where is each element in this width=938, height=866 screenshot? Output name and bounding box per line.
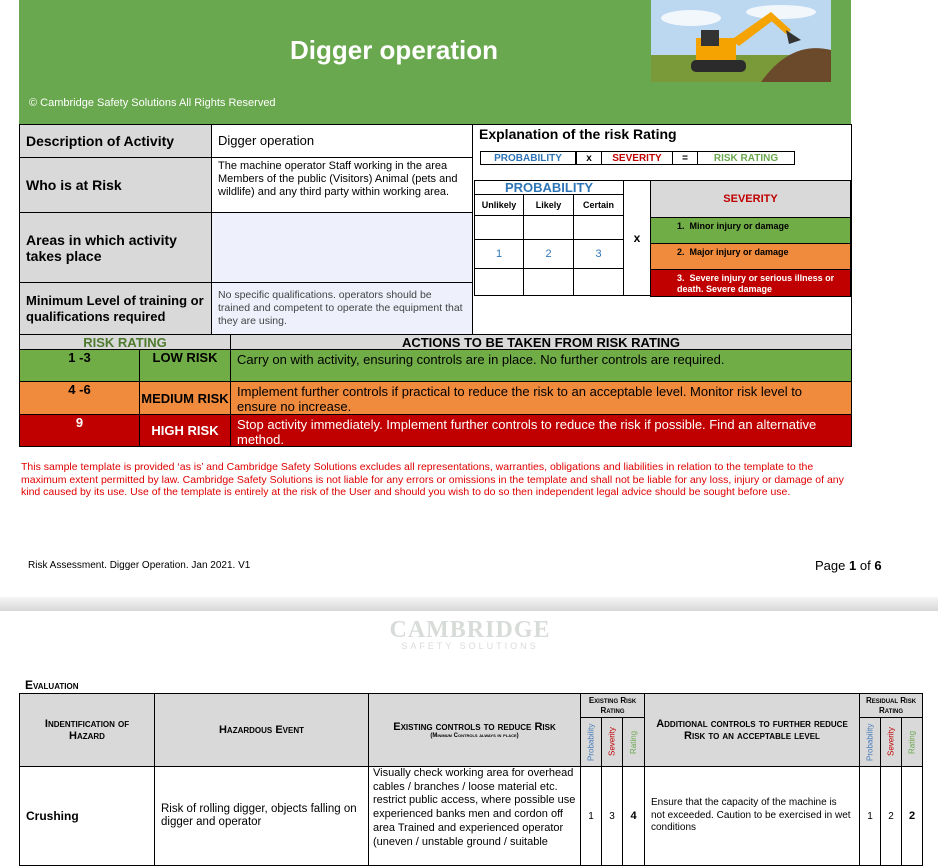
cambridge-logo: [380, 617, 560, 657]
formula-equals: =: [672, 151, 698, 165]
rating-action-high: Stop activity immediately. Implement further controls to reduce the risk if possible. Find an alternative method.: [230, 414, 852, 447]
description-label: Description of Activity: [19, 124, 212, 158]
existing-severity-value: 3: [601, 766, 623, 866]
controls-cell: Visually check working area for overhead cables / branches / loose material etc. restrict public access, where possible use experienced banks men and cordon off area Trained and experienced operator (uneven / unstable ground / suitable: [368, 766, 581, 866]
rating-range-low: 1 -3: [19, 349, 140, 382]
rating-action-medium: Implement further controls if practical to reduce the risk to an acceptable level. Monitor risk level to ensure no increase.: [230, 381, 852, 415]
excavator-photo: [651, 0, 831, 82]
existing-rating-value: 4: [622, 766, 645, 866]
severity-text: Major injury or damage: [689, 247, 789, 257]
action-col-header: ACTIONS TO BE TAKEN FROM RISK RATING: [230, 334, 852, 350]
additional-text: Ensure that the capacity of the machine is not exceeded. Caution to be exercised in wet conditions: [651, 797, 851, 834]
explanation-title: Explanation of the risk Rating: [479, 126, 677, 142]
col-existing: [368, 693, 581, 767]
severity-num: 2.: [677, 247, 685, 257]
who-label: Who is at Risk: [19, 157, 212, 213]
min-training-label: Minimum Level of training or qualifications required: [19, 282, 212, 335]
prob-spacer: [474, 215, 524, 240]
description-value: Digger operation: [211, 124, 473, 158]
residual-sub-rating: Rating: [901, 717, 923, 767]
existing-sub-severity: Severity: [601, 717, 623, 767]
rating-range-high: 9: [19, 414, 140, 447]
rating-level-low: LOW RISK: [139, 349, 231, 382]
prob-value-2: 2: [523, 239, 574, 269]
footer-page-number: [815, 558, 882, 573]
hazard-name: Crushing: [26, 809, 79, 823]
rating-action-low: Carry on with activity, ensuring controls are in place. No further controls are required.: [230, 349, 852, 382]
prob-level-certain: Certain: [573, 194, 624, 216]
severity-num: 1.: [677, 221, 685, 231]
prob-spacer: [573, 215, 624, 240]
formula-times: x: [576, 151, 602, 165]
copyright-text: © Cambridge Safety Solutions All Rights Reserved: [29, 97, 276, 109]
areas-value: [211, 212, 473, 283]
event-text: Risk of rolling digger, objects falling on digger and operator: [161, 803, 357, 828]
residual-sub-severity: Severity: [880, 717, 902, 767]
col-additional: Additional controls to further reduce Risk to an acceptable level: [644, 693, 860, 767]
additional-cell: [644, 766, 860, 866]
formula-severity: SEVERITY: [601, 151, 673, 165]
col-existing-rating: Existing Risk Rating: [580, 693, 645, 718]
residual-sub-probability: Probability: [859, 717, 881, 767]
min-training-value: No specific qualifications. operators should be trained and competent to operate the equipment that they are using.: [211, 282, 473, 335]
areas-label: Areas in which activity takes place: [19, 212, 212, 283]
probability-header: PROBABILITY: [474, 180, 624, 195]
rating-col-header: RISK RATING: [19, 334, 231, 350]
page-gap: [0, 597, 938, 611]
hazard-cell: [19, 766, 155, 866]
col-existing-title: Existing controls to reduce Risk: [393, 721, 556, 733]
col-existing-sub: (Minimum Controls always in place): [430, 733, 519, 739]
event-cell: [154, 766, 369, 866]
rating-level-medium: MEDIUM RISK: [139, 381, 231, 415]
col-event: Hazardous Event: [154, 693, 369, 767]
evaluation-heading: Evaluation: [25, 678, 79, 692]
page-word: Page: [815, 558, 846, 573]
severity-header: SEVERITY: [650, 180, 851, 218]
prob-spacer: [523, 268, 574, 296]
severity-item-3: [650, 269, 851, 297]
of-word: of: [859, 558, 871, 573]
col-identification: Indentification of Hazard: [19, 693, 155, 767]
severity-item-2: [650, 243, 851, 270]
severity-text: Severe injury or serious illness or death. Severe damage: [677, 273, 835, 294]
residual-rating-value: 2: [901, 766, 923, 866]
prob-value-1: 1: [474, 239, 524, 269]
who-value: The machine operator Staff working in the area Members of the public (Visitors) Animal (pets and wildlife) and any third party within working area.: [211, 157, 473, 213]
page-total: 6: [874, 558, 882, 573]
col-residual-rating: Residual Risk Rating: [859, 693, 923, 718]
severity-text: Minor injury or damage: [689, 221, 790, 231]
prob-value-3: 3: [573, 239, 624, 269]
existing-probability-value: 1: [580, 766, 602, 866]
logo-sub: SAFETY SOLUTIONS: [401, 641, 539, 651]
disclaimer-text: This sample template is provided ‘as is’ and Cambridge Safety Solutions excludes all representations, warranties, obligations and liabilities in relation to the template to the maximum extent permitted by law. Cambridge Safety Solutions is not liable for any errors or omissions in the template and shall not be liable for any loss, injury or damage of any kind caused by its use. Use of the template is entirely at the risk of the User and should you wish to do so then independent legal advice should be sought before use.: [21, 461, 844, 498]
residual-severity-value: 2: [880, 766, 902, 866]
existing-sub-rating: Rating: [622, 717, 645, 767]
times-symbol: x: [623, 180, 651, 296]
prob-spacer: [474, 268, 524, 296]
residual-probability-value: 1: [859, 766, 881, 866]
prob-level-unlikely: Unlikely: [474, 194, 524, 216]
rating-level-high: HIGH RISK: [139, 414, 231, 447]
page-current: 1: [849, 558, 857, 573]
prob-spacer: [573, 268, 624, 296]
rating-range-medium: 4 -6: [19, 381, 140, 415]
prob-level-likely: Likely: [523, 194, 574, 216]
page-title: Digger operation: [289, 35, 498, 65]
logo-main: CAMBRIDGE: [389, 617, 551, 643]
formula-probability: PROBABILITY: [480, 151, 576, 165]
severity-item-1: [650, 217, 851, 244]
formula-risk-rating: RISK RATING: [697, 151, 795, 165]
existing-sub-probability: Probability: [580, 717, 602, 767]
severity-num: 3.: [677, 273, 685, 283]
prob-spacer: [523, 215, 574, 240]
footer-doc-ref: Risk Assessment. Digger Operation. Jan 2021. V1: [28, 560, 251, 571]
